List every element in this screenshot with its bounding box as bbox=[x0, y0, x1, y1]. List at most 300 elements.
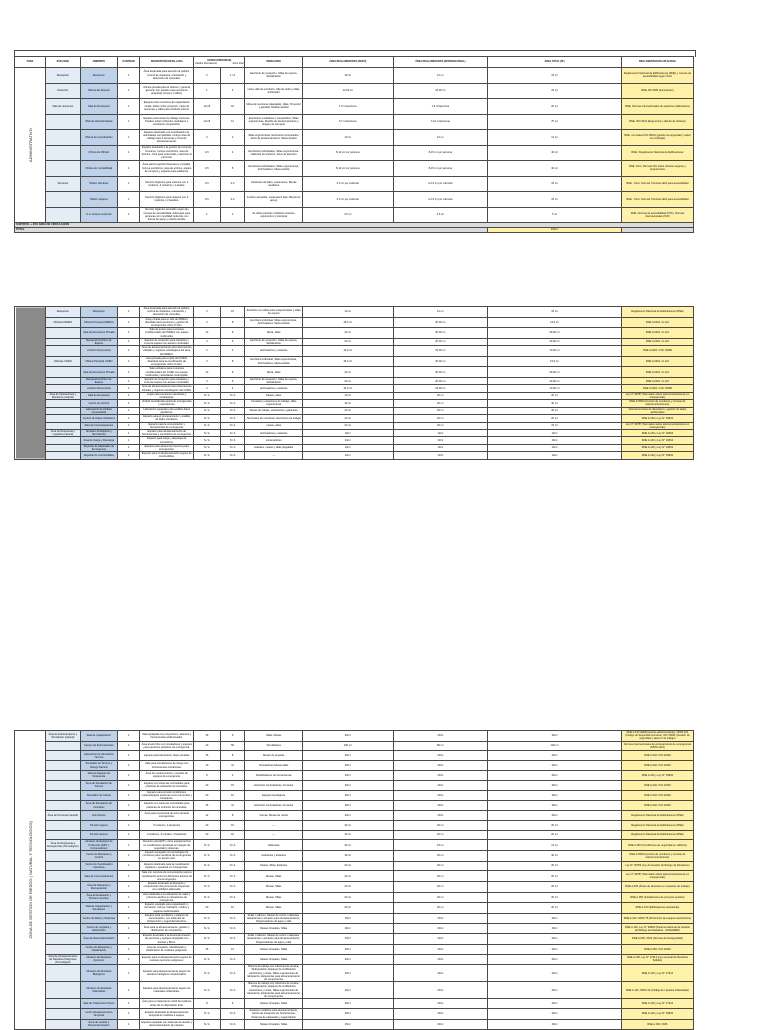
reglamentacion-cell: RNE, DS 0065 (iluminación) bbox=[621, 83, 693, 99]
area-peru-cell: 30m² bbox=[303, 801, 394, 811]
aforo-permanente-cell: 20 bbox=[193, 790, 220, 801]
aforo-permanente-cell: N / A bbox=[193, 892, 220, 903]
mobiliario-cell: Mesas, Sillas bbox=[245, 871, 303, 882]
aforo-permanente-cell: 3-5 bbox=[193, 161, 220, 177]
subzona-cell: Área de Personal (natural) bbox=[45, 811, 80, 821]
area-peru-cell: 30 m² bbox=[303, 830, 394, 840]
ambiente-cell: S.H. acceso universal bbox=[80, 207, 117, 223]
subzona-cell: Sala de reuniones bbox=[45, 99, 80, 115]
cantidad-cell: 1 bbox=[117, 161, 140, 177]
aforo-total-cell: 4 bbox=[220, 385, 245, 392]
subzona-cell: Servicios bbox=[45, 176, 80, 192]
area-internacional-cell: 10m² bbox=[393, 437, 488, 444]
ambiente-cell: Área de Simulación de Sismos bbox=[80, 780, 117, 790]
area-total-cell: 15 m² bbox=[488, 422, 622, 429]
table-row bbox=[15, 83, 694, 99]
table2-body bbox=[15, 307, 694, 460]
descripcion-cell: Espacio para el almacenamiento seguro de combustibles. bbox=[141, 452, 192, 459]
aforo-permanente-cell: 3 bbox=[193, 338, 220, 345]
reglamentacion-cell: RNE A.100 y Ley N° 29664 bbox=[621, 437, 693, 444]
descripcion-cell: Unidad centralizada gestionar emergencias y operaciones. bbox=[141, 400, 192, 407]
reglamentacion-cell: RNE A.100 y Ley N° 29664 bbox=[621, 771, 693, 781]
descripcion-cell: Área privada para el jefe del COEN, diseñada para la coordinación de emergencias. Aforo 5-10m. bbox=[140, 356, 193, 367]
descripcion-cell: Espacio para la comunicación y herramientas de emergencia. bbox=[140, 422, 193, 429]
mobiliario-cell: Mesas Ocupales, Sillas bbox=[245, 954, 303, 965]
area-total-cell: 20 m² bbox=[488, 820, 622, 830]
aforo-total-cell: 8 bbox=[220, 751, 245, 761]
aforo-permanente-cell: 15 bbox=[193, 751, 220, 761]
cantidad-cell: 1 bbox=[117, 176, 140, 192]
mobiliario-cell: Gabinetes y Estantes bbox=[245, 851, 303, 862]
area-peru-cell: 30m² bbox=[303, 731, 394, 742]
aforo-total-cell: 10 bbox=[220, 830, 245, 840]
col-area-peru: ÁREA REGLAMENTARIA (PERÚ) bbox=[303, 57, 394, 68]
aforo-permanente-cell: 3 bbox=[193, 317, 220, 328]
aforo-total-cell: N / A bbox=[220, 882, 245, 893]
aforo-total-cell: 6 bbox=[220, 378, 245, 385]
area-internacional-cell: 15 m² bbox=[393, 840, 488, 851]
area-internacional-cell: 20 m² bbox=[393, 861, 488, 871]
ambiente-cell: Sala de Tratamiento Previo bbox=[80, 999, 117, 1009]
area-peru-cell: 15m² bbox=[303, 1019, 394, 1029]
aforo-permanente-cell: 20 bbox=[193, 830, 220, 840]
area-internacional-cell: 2-2.5 m² por cubículo bbox=[393, 192, 488, 208]
aforo-total-cell: 15 bbox=[220, 307, 245, 318]
reglamentacion-cell: RNE, Normas internacionales de espacios colaborativos bbox=[621, 99, 693, 115]
aforo-total-cell: 12 bbox=[220, 114, 245, 130]
area-peru-cell: 20 m² bbox=[303, 871, 394, 882]
area-internacional-cell: 20 m² bbox=[393, 882, 488, 893]
area-internacional-cell: 20m² bbox=[393, 790, 488, 801]
aforo-total-cell: 12 bbox=[220, 944, 245, 954]
subzona-cell bbox=[45, 328, 80, 339]
subzona-cell: Área de Entrenamiento y Simulación (natural) bbox=[45, 731, 80, 742]
subzona-cell bbox=[45, 346, 80, 357]
mobiliario-cell: Se debe priorizar mobiliario inclusivo, ergonómico y funcional bbox=[245, 207, 303, 223]
subzona-cell: Recepcion bbox=[45, 307, 80, 318]
cantidad-cell: 1 bbox=[117, 771, 140, 781]
area-peru-cell: 10.0 m² bbox=[303, 346, 394, 357]
cantidad-cell: 1 bbox=[117, 207, 140, 223]
area-total-cell: 40 m² bbox=[488, 400, 622, 407]
descripcion-cell: Espacio para simular condiciones meteorológicas extremas como tormentas y huracanes. bbox=[141, 790, 192, 800]
table-row bbox=[15, 882, 694, 893]
reglamentacion-cell: RNE, normativa ISO 45001 (gestión de seguridad y salud en el trabajo) bbox=[621, 130, 693, 146]
table-row bbox=[15, 385, 694, 392]
mobiliario-cell: Clasificadores de herramientas bbox=[245, 771, 303, 781]
aforo-total-cell: N / A bbox=[220, 1009, 245, 1020]
ambiente-cell: Oficina Principal (INDECI) bbox=[80, 317, 117, 328]
subzona-cell bbox=[45, 338, 80, 345]
reglamentacion-cell: RNE A.130 y Ley N° 29664 bbox=[621, 444, 693, 451]
aforo-permanente-cell: 15 bbox=[193, 944, 220, 954]
cantidad-cell: 1 bbox=[117, 307, 140, 318]
aforo-total-cell: 4 bbox=[220, 83, 245, 99]
aforo-permanente-cell: 8 bbox=[193, 771, 220, 781]
area-internacional-cell: 20m² bbox=[393, 761, 488, 771]
reglamentacion-cell: Ley N° 29783 (Ley de Gestión de Riesgo de Desastres) bbox=[621, 861, 693, 871]
table-row bbox=[15, 741, 694, 751]
mobiliario-cell: Mesas, Sillas bbox=[245, 903, 303, 914]
col-aforo bbox=[193, 57, 244, 68]
ambiente-cell: Almacén de Equipos y Suministros bbox=[80, 429, 117, 436]
aforo-permanente-cell: 2 bbox=[193, 130, 220, 146]
aforo-permanente-cell: N / A bbox=[193, 392, 220, 399]
cantidad-cell: 1 bbox=[117, 407, 140, 414]
area-peru-cell: 20 m² bbox=[303, 892, 394, 903]
table-row bbox=[15, 820, 694, 830]
subzona-cell bbox=[45, 145, 80, 161]
area-internacional-cell: 10m² bbox=[393, 444, 488, 451]
area-peru-cell: 15m² bbox=[303, 913, 394, 924]
aforo-permanente-cell: 10 bbox=[193, 741, 220, 751]
descripcion-cell: Área para el personal de turno durante emergencias. bbox=[140, 811, 193, 821]
area-total-cell: 30m² bbox=[488, 790, 622, 801]
mobiliario-cell: Mesas Ocupales, Sillas bbox=[245, 1019, 303, 1029]
table-row bbox=[15, 429, 694, 436]
area-internacional-cell: 20m² bbox=[393, 1009, 488, 1020]
area-peru-cell: 30m² bbox=[303, 780, 394, 790]
cantidad-cell: 1 bbox=[117, 861, 140, 871]
area-total-cell: 20 m² bbox=[488, 392, 622, 399]
descripcion-cell: Espacio destinado para la coordinación logística y operativa en emergencias. bbox=[140, 861, 193, 871]
col-aforo-title: AFORO (PERSONAS) bbox=[207, 58, 232, 62]
reglamentacion-cell: RNE A.130, NFPA 30 (Código de Líquidos Inflamables) bbox=[621, 982, 693, 999]
reglamentacion-cell: RNE A.0503 (Centros de monitoreo y normas de telecomunicaciones) bbox=[621, 851, 693, 862]
area-total-cell: 15 m² bbox=[488, 307, 622, 318]
cantidad-cell: 1 bbox=[117, 954, 140, 965]
area-peru-cell: 30 m² bbox=[303, 851, 394, 862]
mobiliario-cell: --- bbox=[245, 820, 303, 830]
aforo-total-cell: N / A bbox=[220, 415, 245, 422]
zone-label bbox=[15, 307, 46, 460]
col-sub-zona: SUB ZONA bbox=[45, 57, 80, 68]
descripcion-cell: Espacio para almacenar insumos para emergencias. bbox=[140, 444, 193, 451]
mobiliario-cell: Mesa de reuniones (alargada), sillas, Proyector y pantalla, Mueble auxiliar bbox=[245, 99, 303, 115]
area-internacional-cell: 20 m² bbox=[393, 903, 488, 914]
cantidad-cell: 1 bbox=[117, 83, 140, 99]
ambiente-cell: Recepción/Archivo de Espera bbox=[80, 338, 117, 345]
area-internacional-cell: 12 m² bbox=[393, 68, 488, 84]
col-mobiliario: MOBILIARIO bbox=[245, 57, 303, 68]
area-internacional-cell: 20m² bbox=[393, 801, 488, 811]
aforo-total-cell: N / A bbox=[220, 954, 245, 965]
aforo-permanente-cell: N / A bbox=[193, 407, 220, 414]
descripcion-cell: Sala con recursos de comunicación para la coordinación entre los diferentes actores de una emergencia. bbox=[141, 871, 192, 881]
aforo-permanente-cell: 1 bbox=[193, 207, 220, 223]
ambiente-cell: Zona de Lavado y Descontaminación bbox=[80, 1019, 117, 1029]
subzona-cell bbox=[45, 944, 80, 954]
table-row bbox=[15, 913, 694, 924]
aforo-total-cell: 8 bbox=[220, 811, 245, 821]
subzona-cell bbox=[45, 790, 80, 801]
area-internacional-cell: 20 m² bbox=[393, 820, 488, 830]
area-peru-cell: 12.00 m² bbox=[303, 83, 394, 99]
mobiliario-cell: Simuladores bbox=[245, 741, 303, 751]
mobiliario-cell: mesas, sillas bbox=[245, 422, 303, 429]
area-total-cell: 30.00 m² bbox=[488, 367, 622, 378]
area-internacional-cell: 15.00 m² bbox=[393, 83, 488, 99]
ambiente-cell: Dormitorios bbox=[80, 811, 117, 821]
mobiliario-cell: Sofás o sillones, Mesas de centro o laterales, Estanterías o armarios para almacenamiento, Dispensadores de agua y café bbox=[245, 934, 303, 945]
subzona-cell bbox=[45, 780, 80, 790]
descripcion-cell: Espacio destinado a la gestión de recursos humanos. Incluye escritorios, área de archivo, zona para entrevistas y atención al personal. bbox=[141, 146, 192, 159]
ambiente-cell: Centro de Recepción y Clasificación bbox=[80, 944, 117, 954]
area-peru-cell: 20m² bbox=[303, 811, 394, 821]
area-internacional-cell: 15.00 m² bbox=[393, 385, 488, 392]
aforo-permanente-cell: N / A bbox=[193, 924, 220, 934]
aforo-total-cell: 10 bbox=[220, 903, 245, 914]
area-total-cell: 20.00 m² bbox=[488, 338, 622, 345]
area-total-cell: 30 m² bbox=[488, 161, 622, 177]
subzona-cell bbox=[45, 207, 80, 223]
ambiente-cell: Sala de Capacitación bbox=[80, 731, 117, 742]
col-ambiente: AMBIENTE bbox=[80, 57, 117, 68]
reglamentacion-cell: RNE A.0401 / A.121 bbox=[621, 367, 693, 378]
aforo-total-cell: 10 bbox=[220, 790, 245, 801]
aforo-total-cell: 11 bbox=[220, 761, 245, 771]
area-internacional-cell: 20m² bbox=[393, 954, 488, 965]
descripcion-cell: 3 inodoros, 3 urinales, 3 lavatorios bbox=[140, 830, 193, 840]
descripcion-cell: Espacio para el almacenamiento seguro de residuos químicos peligrosos. bbox=[140, 954, 193, 965]
table-row bbox=[15, 68, 694, 84]
aforo-total-cell: 2 bbox=[220, 130, 245, 146]
table-row bbox=[15, 811, 694, 821]
subzona-cell bbox=[45, 751, 80, 761]
aforo-permanente-cell: N / A bbox=[193, 861, 220, 871]
area-peru-cell: 30 m² bbox=[303, 820, 394, 830]
area-total-cell: 20m² bbox=[488, 954, 622, 965]
ambiente-cell: Almacén de Equipos de Protección (EPP y Contenedores) bbox=[80, 840, 117, 851]
table-row bbox=[15, 771, 694, 781]
table-row bbox=[15, 830, 694, 840]
descripcion-cell: Área de recepción, identificación y clasificación de residuos peligrosos. bbox=[140, 944, 193, 954]
aforo-total-cell: N / A bbox=[220, 407, 245, 414]
descripcion-cell: Sala de juntas para reuniones confidenciales del INDECI con equipo multimedia. bbox=[140, 328, 193, 339]
mobiliario-cell: Escritorio con sillas para recepcionistas y sillas de espera bbox=[245, 307, 303, 318]
subzona-cell bbox=[45, 871, 80, 882]
aforo-total-cell: 8 bbox=[220, 328, 245, 339]
area-internacional-cell: 8-15 m² por persona bbox=[393, 161, 488, 177]
aforo-permanente-cell: N / A bbox=[193, 415, 220, 422]
table-row bbox=[15, 452, 694, 459]
aforo-permanente-cell: N / A bbox=[193, 871, 220, 882]
area-internacional-cell: 30 m² bbox=[393, 851, 488, 862]
area-peru-cell: 20 m² bbox=[303, 415, 394, 422]
reglamentacion-cell: RNE A.040, ISO 22320 bbox=[621, 780, 693, 790]
cantidad-cell: 1 bbox=[117, 1009, 140, 1020]
ambiente-cell: Área de Carga y Descarga bbox=[80, 437, 117, 444]
area-peru-cell: 15m² bbox=[303, 771, 394, 781]
subzona-cell bbox=[45, 820, 80, 830]
area-total-cell: 20m² bbox=[488, 934, 622, 945]
cantidad-cell: 1 bbox=[117, 328, 140, 339]
area-total-cell: 20 m² bbox=[488, 892, 622, 903]
ambiente-cell: Oficina Principal COEN bbox=[80, 356, 117, 367]
descripcion-cell: Almacén para EPP y otros equipamientos en condiciones operativas sin riesgos de seguridad y sistemas. bbox=[140, 840, 193, 851]
aforo-permanente-cell: 12 bbox=[193, 328, 220, 339]
table-row bbox=[15, 437, 694, 444]
area-peru-cell: 10 m² bbox=[303, 130, 394, 146]
ambiente-cell: Centro de Control bbox=[80, 400, 117, 407]
area-peru-cell: 10 m² bbox=[303, 392, 394, 399]
area-peru-cell: 20 m² bbox=[303, 422, 394, 429]
table-row bbox=[15, 400, 694, 407]
aforo-permanente-cell: N / A bbox=[193, 437, 220, 444]
ambiente-cell: Sala de Comunicaciones bbox=[80, 422, 117, 429]
cantidad-cell: 1 bbox=[117, 830, 140, 840]
area-total-cell: 5 m² bbox=[488, 207, 622, 223]
descripcion-cell: Espacio destinado a la descontaminación de personas y equipos. Equipado con duchas y filtros. bbox=[140, 934, 193, 945]
aforo-permanente-cell: N / A bbox=[193, 882, 220, 893]
area-total-cell: 40 m² bbox=[488, 851, 622, 862]
cantidad-cell: 1 bbox=[117, 385, 140, 392]
reglamentacion-cell: RNE A.060 (Condiciones de seguridad en edificios) bbox=[621, 840, 693, 851]
area-internacional-cell: 20m² bbox=[393, 811, 488, 821]
area-total-cell: 30.00 m² bbox=[488, 328, 622, 339]
area-total-cell: 20 m² bbox=[488, 830, 622, 840]
reglamentacion-cell: RNE A.100 (Edificaciones administrativas), NFPA 101 (Código de Seguridad Humana), ISO 45001 (Gestión de seguridad y salud en el trabajo) bbox=[621, 731, 693, 742]
cantidad-cell: 1 bbox=[117, 400, 140, 407]
area-internacional-cell: 15.00 m² bbox=[393, 346, 488, 357]
table3-body bbox=[15, 731, 694, 1030]
area-internacional-cell: 20m² bbox=[393, 913, 488, 924]
ambiente-cell: Área de Evaluación y Primeros Auxilios bbox=[80, 892, 117, 903]
area-total-cell: 20m² bbox=[488, 944, 622, 954]
cantidad-cell: 1 bbox=[117, 392, 140, 399]
ambiente-cell: Sala de Capacitación y Simulación bbox=[80, 903, 117, 914]
area-internacional-cell: 20m² bbox=[393, 751, 488, 761]
area-peru-cell: 20 m² bbox=[303, 338, 394, 345]
area-peru-cell: 20m² bbox=[303, 924, 394, 934]
subzona-cell bbox=[45, 444, 80, 451]
area-total-cell: 20 m² bbox=[488, 882, 622, 893]
reglamentacion-cell: RNE A.130 y Ley N° 27314 bbox=[621, 999, 693, 1009]
mobiliario-cell: Mesa, sillas bbox=[245, 328, 303, 339]
aforo-total-cell: 4 bbox=[220, 346, 245, 357]
reglamentacion-cell: RNE A.0401 / ISO 15489 bbox=[621, 385, 693, 392]
cantidad-cell: 1 bbox=[117, 965, 140, 982]
mobiliario-cell: Equipos Geológicos bbox=[245, 790, 303, 801]
reglamentacion-cell: Normas técnicas de laboratorio y gestión de datos ambientales bbox=[621, 407, 693, 414]
area-total-cell: 20m² bbox=[488, 751, 622, 761]
col-area-total: ÁREA TOTAL (M²) bbox=[488, 57, 622, 68]
area-internacional-cell: 10m² bbox=[393, 429, 488, 436]
cantidad-cell: 1 bbox=[117, 317, 140, 328]
table-row bbox=[15, 999, 694, 1009]
aforo-permanente-cell: 2 bbox=[193, 307, 220, 318]
area-internacional-cell: 20m² bbox=[393, 999, 488, 1009]
descripcion-cell: Área destinada para atención al público, control de visitantes, orientación y derivación de consultas. bbox=[140, 68, 193, 84]
table-row bbox=[15, 761, 694, 771]
area-peru-cell: 20m² bbox=[303, 982, 394, 999]
subzona-cell: Dirección bbox=[45, 83, 80, 99]
area-peru-cell: 20m² bbox=[303, 761, 394, 771]
subzona-cell bbox=[45, 400, 80, 407]
reglamentacion-cell: RNE - Perú, Normas Técnicas ADA para accesibilidad bbox=[621, 192, 693, 208]
table-row bbox=[15, 338, 694, 345]
area-peru-cell: 100 m² bbox=[303, 741, 394, 751]
table1-band bbox=[14, 56, 694, 268]
area-peru-cell: 10m² bbox=[303, 452, 394, 459]
area-peru-cell: 10m² bbox=[303, 429, 394, 436]
area-total-cell: 10.00 m² bbox=[488, 385, 622, 392]
descripcion-cell: Servicio higiénico accesible según las normas de accesibilidad. Adecuado para personas con movilidad reducida, con barras de apoyo y puerta amplia. bbox=[140, 207, 193, 223]
area-total-cell: 15 m² bbox=[488, 176, 622, 192]
area-peru-cell: 10m² bbox=[303, 444, 394, 451]
reglamentacion-cell: Reglamento Nacional de Edificaciones (RNE) bbox=[621, 820, 693, 830]
descripcion-cell: Área para el tratamiento inicial de residuos antes de su disposición final. bbox=[140, 999, 193, 1009]
descripcion-cell: Laboratorio equipado para análisis datos geofísicos. bbox=[140, 407, 193, 414]
descripcion-cell: 5 inodoros, 3 lavatorios bbox=[140, 820, 193, 830]
area-internacional-cell: 20 m² bbox=[393, 892, 488, 903]
area-total-cell: 10.00 m² bbox=[488, 346, 622, 357]
area-peru-cell: 20m² bbox=[303, 751, 394, 761]
area-total-cell: 20m² bbox=[488, 1009, 622, 1020]
aforo-total-cell: N / A bbox=[220, 444, 245, 451]
mobiliario-cell: Mesas Ocupales, Sillas bbox=[245, 944, 303, 954]
aforo-total-cell: 10 bbox=[220, 820, 245, 830]
descripcion-cell: Espacio para almacenamiento de herramientas y suministros de emergencia. bbox=[141, 429, 192, 437]
table-row bbox=[15, 356, 694, 367]
cantidad-cell: 1 bbox=[117, 913, 140, 924]
area-peru-cell: 4.5 m² bbox=[303, 207, 394, 223]
area-peru-cell: 2.5 m² por cubículo bbox=[303, 176, 394, 192]
aforo-total-cell: 1 / 6 bbox=[220, 68, 245, 84]
table-row bbox=[15, 982, 694, 999]
table-row bbox=[15, 903, 694, 914]
mobiliario-cell: Mesas Ocupales, Sillas bbox=[245, 999, 303, 1009]
aforo-total-cell: 6 bbox=[220, 999, 245, 1009]
table-row bbox=[15, 407, 694, 414]
ambiente-cell: Laboratorio de Análisis Geoespacial bbox=[80, 407, 117, 414]
ambiente-cell: Sala de Reuniones Privada bbox=[80, 328, 117, 339]
area-peru-cell: 8-12 m² por persona bbox=[303, 145, 394, 161]
ambiente-cell: Oficina de Coordinación bbox=[80, 130, 117, 146]
ambiente-cell: Área de Simulación de Incendios bbox=[80, 801, 117, 811]
area-total-cell: 20m² bbox=[488, 999, 622, 1009]
reglamentacion-cell: RNE A.130 y Ley N° 29664 bbox=[621, 452, 693, 459]
mobiliario-cell: Bancos de trabajo con cobertura de prueba, Refrigeración, Equipos de certificación electrónica y cintas, Sillas ergonómicas de laboratorio, Estanterías para almacenamiento de componentes bbox=[245, 965, 303, 982]
mobiliario-cell: Gabinetes bbox=[245, 840, 303, 851]
ambiente-cell: Centro de Monitoreo y Control bbox=[80, 851, 117, 862]
col-descripcion: DESCRIPCIÓN DETALLADA bbox=[140, 57, 193, 68]
area-total-cell: 20m² bbox=[488, 982, 622, 999]
area-total-cell: 20m² bbox=[488, 771, 622, 781]
aforo-total-cell: 16 bbox=[220, 99, 245, 115]
descripcion-cell: Lugar para reuniones operativas y estratégicas. bbox=[140, 392, 193, 399]
table-row bbox=[15, 328, 694, 339]
area-internacional-cell: 20m² bbox=[393, 924, 488, 934]
area-total-cell: 20 m² bbox=[488, 871, 622, 882]
aforo-permanente-cell: N / A bbox=[193, 840, 220, 851]
mobiliario-cell: estantes, mesas y sillas plegables bbox=[245, 444, 303, 451]
subzona-cell bbox=[45, 913, 80, 924]
mobiliario-cell: Sillas, Mesas bbox=[245, 731, 303, 742]
aforo-total-cell: 8 bbox=[220, 317, 245, 328]
table-row bbox=[15, 392, 694, 399]
area-internacional-cell: 30 m² bbox=[393, 407, 488, 414]
aforo-total-cell: N / A bbox=[220, 851, 245, 862]
aforo-permanente-cell: 10 bbox=[193, 761, 220, 771]
reglamentacion-cell: Reglamento Nacional de Edificaciones (RNE) bbox=[621, 811, 693, 821]
aforo-permanente-cell: 2 bbox=[193, 68, 220, 84]
area-peru-cell: 20m² bbox=[303, 999, 394, 1009]
mobiliario-cell: Escritorios individuales, Sillas ergonómicas, Archivadores, Mesa auxiliar bbox=[245, 161, 303, 177]
ambiente-cell: SSHH. Hombres bbox=[80, 176, 117, 192]
table-row bbox=[15, 892, 694, 903]
reglamentacion-cell: RNE A.100 (Edificaciones educativas) bbox=[621, 903, 693, 914]
